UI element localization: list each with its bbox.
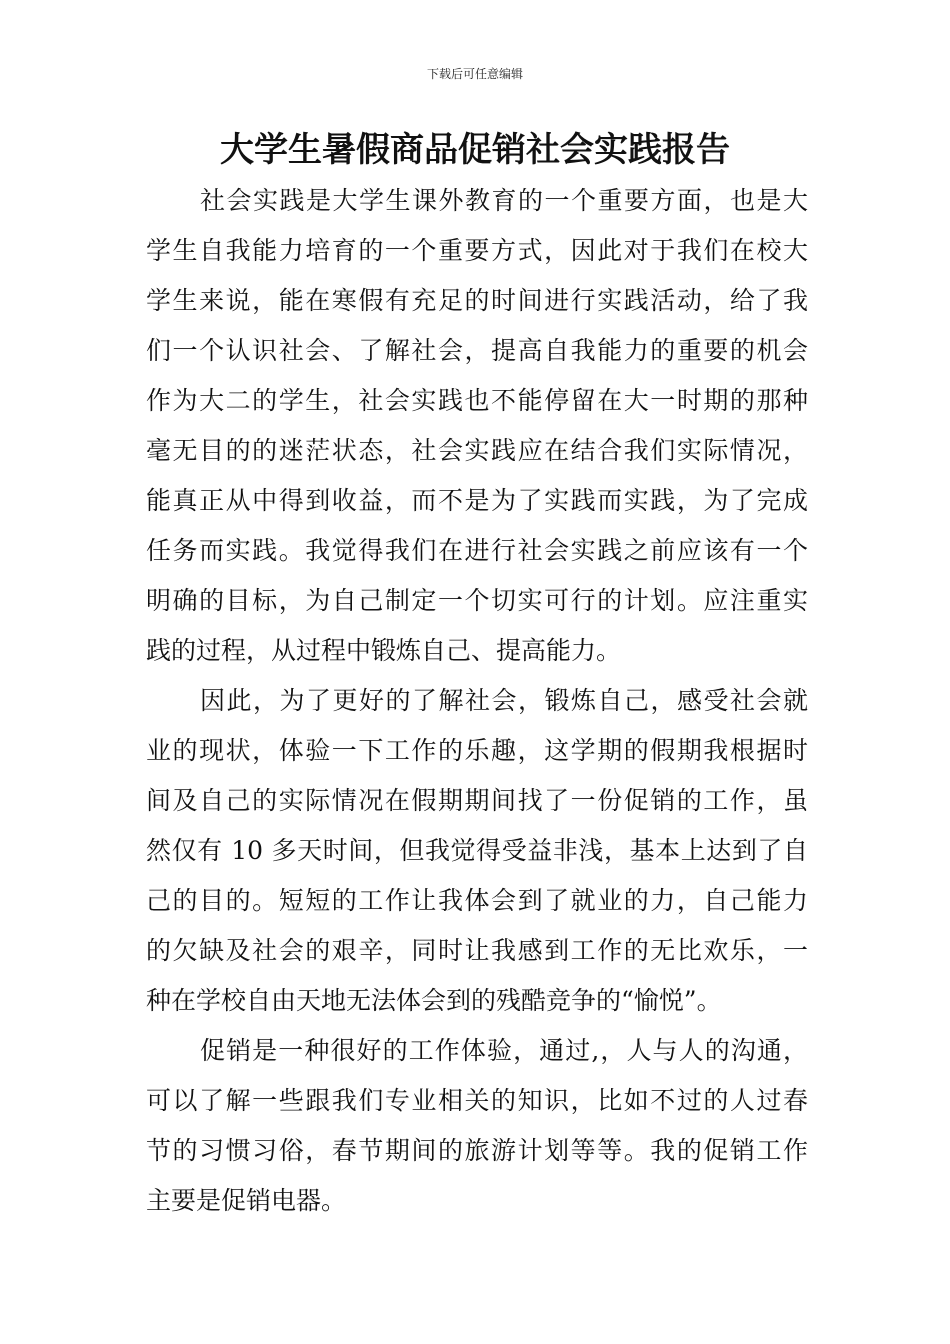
- paragraph-line: 作为大二的学生，社会实践也不能停留在大一时期的那种: [146, 386, 808, 415]
- paragraph-line: 学生自我能力培育的一个重要方式，因此对于我们在校大: [146, 236, 808, 265]
- paragraph-line: 任务而实践。我觉得我们在进行社会实践之前应该有一个: [146, 536, 808, 565]
- paragraph-line: 主要是促销电器。: [146, 1186, 347, 1215]
- paragraph-line: 学生来说，能在寒假有充足的时间进行实践活动，给了我: [146, 286, 808, 315]
- paragraph-line: 能真正从中得到收益，而不是为了实践而实践，为了完成: [146, 486, 808, 515]
- paragraph-line: 社会实践是大学生课外教育的一个重要方面，也是大: [200, 186, 808, 215]
- paragraph-2: [146, 676, 808, 1026]
- paragraph-line: 然仅有 10 多天时间，但我觉得受益非浅，基本上达到了自: [146, 836, 808, 865]
- paragraph-line: 因此，为了更好的了解社会，锻炼自己，感受社会就: [200, 686, 808, 715]
- paragraph-line: 的欠缺及社会的艰辛，同时让我感到工作的无比欢乐，一: [146, 936, 808, 965]
- header-note: 下载后可任意编辑: [426, 67, 523, 81]
- paragraph-1: [146, 176, 808, 676]
- paragraph-line: 们一个认识社会、了解社会，提高自我能力的重要的机会: [146, 336, 808, 365]
- paragraph-line: 种在学校自由天地无法体会到的残酷竞争的“愉悦”。: [146, 986, 722, 1015]
- paragraph-line: 己的目的。短短的工作让我体会到了就业的力，自己能力: [146, 886, 808, 915]
- paragraph-line: 业的现状，体验一下工作的乐趣，这学期的假期我根据时: [146, 736, 808, 765]
- paragraph-3: [146, 1026, 808, 1226]
- paragraph-line: 践的过程，从过程中锻炼自己、提高能力。: [146, 636, 622, 665]
- paragraph-line: 促销是一种很好的工作体验，通过,，人与人的沟通，: [200, 1036, 808, 1065]
- paragraph-line: 间及自己的实际情况在假期期间找了一份促销的工作，虽: [146, 786, 808, 815]
- paragraph-line: 可以了解一些跟我们专业相关的知识，比如不过的人过春: [146, 1086, 808, 1115]
- paragraph-line: 毫无目的的迷茫状态，社会实践应在结合我们实际情况，: [146, 436, 808, 465]
- paragraph-line: 明确的目标，为自己制定一个切实可行的计划。应注重实: [146, 586, 808, 615]
- document-title: 大学生暑假商品促销社会实践报告: [220, 130, 730, 170]
- paragraph-line: 节的习惯习俗，春节期间的旅游计划等等。我的促销工作: [146, 1136, 808, 1165]
- document-body: [146, 176, 808, 1226]
